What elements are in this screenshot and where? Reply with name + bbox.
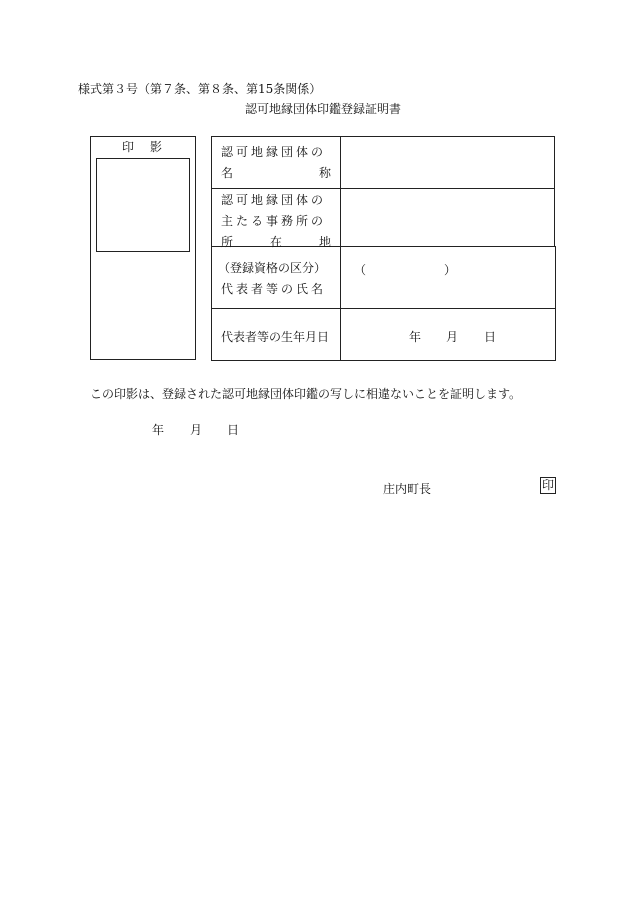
office-location-label (221, 190, 331, 253)
registration-category-label: （登録資格の区分） (218, 261, 327, 275)
registration-category-close-paren: ） (444, 263, 457, 277)
registration-category-open-paren: （ (354, 263, 367, 277)
birth-day-label: 日 (484, 330, 497, 344)
group-name-label-char1: 名 (221, 166, 234, 180)
office-location-label-char2: 在 (269, 235, 282, 249)
issue-month-label: 月 (190, 423, 203, 437)
office-location-label-line2: 主たる事務所の (221, 214, 327, 228)
office-location-label-line1: 認可地縁団体の (221, 193, 327, 207)
birth-month-label: 月 (446, 330, 459, 344)
representative-name-label: 代表者等の氏名 (221, 282, 327, 296)
birth-date-label: 代表者等の生年月日 (221, 330, 330, 344)
certification-statement: この印影は、登録された認可地縁団体印鑑の写しに相違ないことを証明します。 (90, 387, 522, 401)
group-name-label-char2: 称 (318, 166, 331, 180)
issue-day-label: 日 (227, 423, 240, 437)
issue-year-label: 年 (152, 423, 165, 437)
office-location-label-char1: 所 (221, 235, 234, 249)
form-number: 様式第３号（第７条、第８条、第15条関係） (78, 82, 322, 96)
group-name-label-line1: 認可地縁団体の (221, 145, 327, 159)
issuer-name: 庄内町長 (383, 482, 432, 496)
seal-mark: 印 (541, 478, 554, 492)
office-location-label-char3: 地 (318, 235, 331, 249)
seal-impression-label: 印 影 (121, 140, 164, 154)
document-title: 認可地縁団体印鑑登録証明書 (245, 102, 402, 116)
seal-impression-frame (96, 158, 190, 252)
representative-label (218, 258, 332, 300)
birth-year-label: 年 (409, 330, 422, 344)
group-name-label (221, 142, 331, 184)
